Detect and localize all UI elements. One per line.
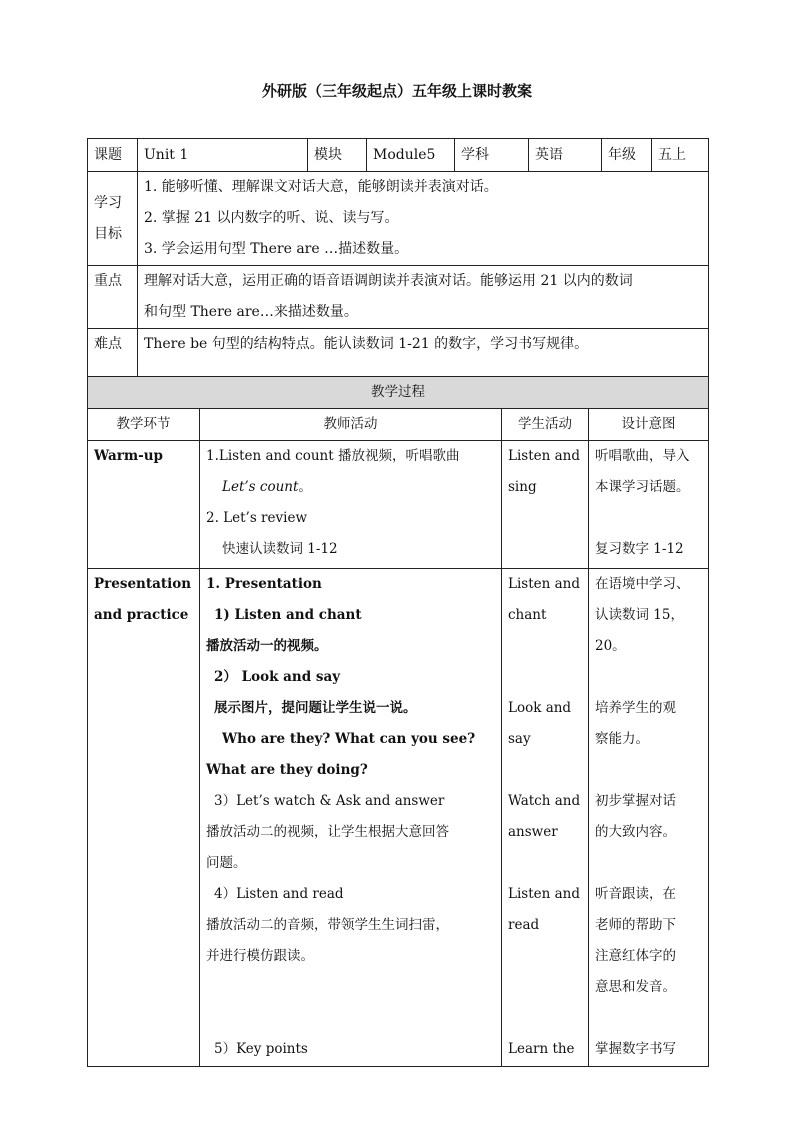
presentation-teacher-line: 并进行模仿跟读。: [206, 948, 314, 964]
warmup-teacher-line: 2. Let’s review: [206, 510, 307, 526]
header-stage: 教学环节: [88, 409, 200, 441]
presentation-teacher-line: 1. Presentation: [206, 576, 322, 592]
warmup-design-line: 复习数字 1-12: [595, 541, 684, 557]
lesson-info-table: [87, 138, 709, 377]
warmup-design-intent: [589, 441, 709, 569]
teaching-process-table: [87, 376, 709, 1067]
presentation-student-line: Listen and: [508, 886, 580, 902]
document-title: 外研版（三年级起点）五年级上课时教案: [261, 82, 532, 100]
goals-label: [88, 172, 138, 266]
goals-label-line-1: 学习: [94, 194, 122, 211]
presentation-teacher-spacer: [206, 972, 495, 1003]
presentation-design-spacer: [595, 755, 702, 786]
presentation-teacher-line: 3）Let’s watch & Ask and answer: [214, 793, 445, 809]
presentation-student-spacer: [508, 662, 582, 693]
presentation-student-spacer: [508, 941, 582, 972]
presentation-teacher-line: Who are they? What can you see?: [222, 731, 476, 747]
presentation-student-spacer: [508, 755, 582, 786]
module-value: Module5: [367, 139, 455, 172]
presentation-student-line: say: [508, 731, 531, 747]
presentation-teacher-line: 5）Key points: [214, 1041, 308, 1057]
presentation-stage-line: Presentation: [94, 576, 192, 592]
key-points-cell: [138, 266, 709, 329]
presentation-design-line: 初步掌握对话: [595, 793, 676, 809]
song-title-punct: 。: [298, 479, 312, 495]
presentation-teacher-line: 2） Look and say: [214, 669, 341, 685]
key-points-line: 和句型 There are…来描述数量。: [144, 304, 358, 320]
presentation-design-line: 在语境中学习、: [595, 576, 690, 592]
goal-item: 2. 掌握 21 以内数字的听、说、读与写。: [144, 210, 399, 226]
presentation-student-spacer: [508, 631, 582, 662]
goal-item: 3. 学会运用句型 There are …描述数量。: [144, 241, 409, 257]
presentation-stage: [88, 569, 200, 1067]
presentation-student-line: Watch and: [508, 793, 581, 809]
warmup-teacher-activity: [200, 441, 502, 569]
presentation-design-line: 培养学生的观: [595, 700, 676, 716]
presentation-student-spacer: [508, 848, 582, 879]
presentation-design-line: 老师的帮助下: [595, 917, 676, 933]
module-label: 模块: [308, 139, 367, 172]
warmup-student-line: sing: [508, 479, 537, 495]
warmup-design-line: 听唱歌曲，导入: [595, 448, 690, 464]
topic-label: 课题: [88, 139, 138, 172]
presentation-design-spacer: [595, 1003, 702, 1034]
topic-value: Unit 1: [138, 139, 308, 172]
presentation-student-line: read: [508, 917, 540, 933]
key-label: 重点: [88, 266, 138, 329]
presentation-design-line: 听音跟读，在: [595, 886, 676, 902]
presentation-design-line: 认读数词 15，: [595, 607, 684, 623]
subject-value: 英语: [529, 139, 602, 172]
presentation-design-line: 注意红体字的: [595, 948, 676, 964]
warmup-stage: Warm-up: [88, 441, 200, 569]
header-design-intent: 设计意图: [589, 409, 709, 441]
song-title: Let’s count: [222, 479, 299, 495]
presentation-teacher-line: 展示图片，提问题让学生说一说。: [214, 700, 417, 716]
presentation-design-line: 20。: [595, 638, 626, 654]
grade-label: 年级: [602, 139, 652, 172]
presentation-student-line: Learn the: [508, 1041, 575, 1057]
key-points-line: 理解对话大意，运用正确的语音语调朗读并表演对话。能够运用 21 以内的数词: [144, 273, 633, 289]
presentation-student-spacer: [508, 972, 582, 1003]
section-title: 教学过程: [88, 377, 709, 409]
presentation-teacher-line: What are they doing?: [206, 762, 368, 778]
header-teacher-activity: 教师活动: [200, 409, 502, 441]
presentation-design-line: 掌握数字书写: [595, 1041, 676, 1057]
difficulty-cell: There be 句型的结构特点。能认读数词 1-21 的数字，学习书写规律。: [138, 329, 709, 377]
presentation-design-spacer: [595, 848, 702, 879]
presentation-teacher-spacer: [206, 1003, 495, 1034]
presentation-teacher-line: 1) Listen and chant: [214, 607, 362, 623]
presentation-design-intent: [589, 569, 709, 1067]
goal-item: 1. 能够听懂、理解课文对话大意，能够朗读并表演对话。: [144, 179, 498, 195]
presentation-teacher-line: 4）Listen and read: [214, 886, 344, 902]
header-student-activity: 学生活动: [502, 409, 589, 441]
presentation-student-spacer: [508, 1003, 582, 1034]
presentation-teacher-line: 问题。: [206, 855, 247, 871]
presentation-student-line: Look and: [508, 700, 572, 716]
warmup-teacher-line: [206, 472, 495, 503]
warmup-teacher-line: 1.Listen and count 播放视频，听唱歌曲: [206, 448, 460, 464]
warmup-design-line: 本课学习话题。: [595, 479, 690, 495]
presentation-stage-line: and practice: [94, 607, 189, 623]
goals-label-line-2: 目标: [94, 225, 122, 242]
presentation-student-line: answer: [508, 824, 558, 840]
presentation-teacher-line: 播放活动二的视频，让学生根据大意回答: [206, 824, 449, 840]
difficulty-label: 难点: [88, 329, 138, 377]
warmup-student-activity: [502, 441, 589, 569]
presentation-design-line: 的大致内容。: [595, 824, 676, 840]
grade-value: 五上: [652, 139, 709, 172]
presentation-student-line: chant: [508, 607, 547, 623]
presentation-design-line: 意思和发音。: [595, 979, 676, 995]
presentation-teacher-activity: [200, 569, 502, 1067]
presentation-teacher-line: 播放活动二的音频，带领学生生词扫雷，: [206, 917, 449, 933]
presentation-design-line: 察能力。: [595, 731, 649, 747]
warmup-student-line: Listen and: [508, 448, 580, 464]
presentation-design-spacer: [595, 662, 702, 693]
presentation-student-activity: [502, 569, 589, 1067]
subject-label: 学科: [455, 139, 529, 172]
presentation-teacher-line: 播放活动一的视频。: [206, 638, 328, 654]
goals-cell: [138, 172, 709, 266]
warmup-teacher-line: 快速认读数词 1-12: [222, 541, 338, 557]
warmup-design-line: [595, 503, 702, 534]
presentation-student-line: Listen and: [508, 576, 580, 592]
